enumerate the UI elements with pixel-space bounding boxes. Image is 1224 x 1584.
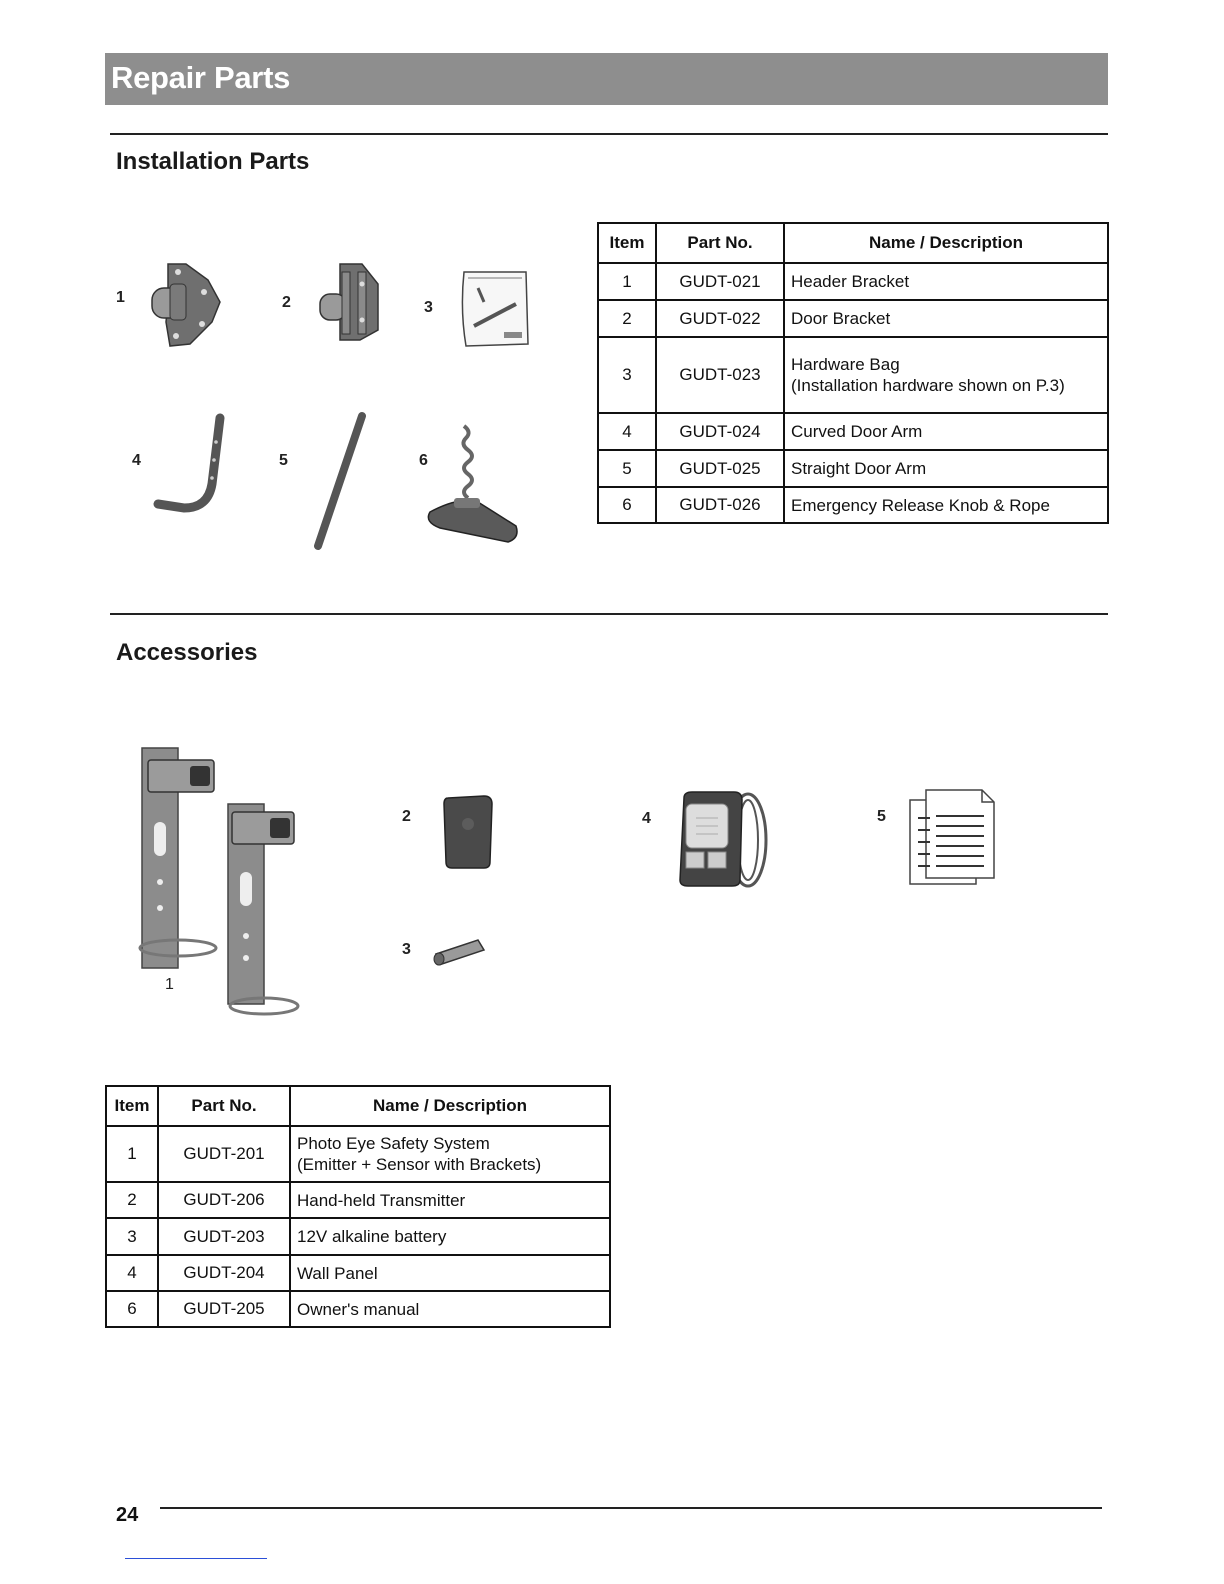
section-divider	[110, 133, 1108, 135]
photo-eye-safety-system-illustration	[128, 742, 306, 1022]
part-number-cell: GUDT-206	[158, 1182, 290, 1218]
item-cell: 1	[106, 1126, 158, 1182]
part-number-cell: GUDT-021	[656, 263, 784, 300]
table-row	[598, 263, 1108, 300]
item-cell: 4	[598, 413, 656, 450]
table-row	[598, 337, 1108, 413]
header-bracket-illustration	[146, 262, 226, 352]
item-cell: 2	[598, 300, 656, 337]
description-line-1: Hardware Bag	[791, 355, 900, 374]
header-description: Name / Description	[784, 223, 1108, 263]
table-row	[598, 487, 1108, 523]
description-cell: Hand-held Transmitter	[290, 1182, 610, 1218]
header-item: Item	[598, 223, 656, 263]
table-row	[106, 1218, 610, 1255]
description-cell: Header Bracket	[784, 263, 1108, 300]
installation-image-label-5: 5	[279, 452, 288, 469]
description-cell: Door Bracket	[784, 300, 1108, 337]
table-row	[106, 1182, 610, 1218]
page-number: 24	[116, 1504, 139, 1526]
part-number-cell: GUDT-024	[656, 413, 784, 450]
accessories-image-label-4: 4	[642, 810, 651, 827]
description-line-2: (Emitter + Sensor with Brackets)	[297, 1155, 542, 1174]
part-number-cell: GUDT-026	[656, 487, 784, 523]
part-number-cell: GUDT-023	[656, 337, 784, 413]
header-part-no: Part No.	[158, 1086, 290, 1126]
section-divider	[110, 613, 1108, 615]
accessories-image-label-1: 1	[165, 976, 174, 993]
description-cell: Wall Panel	[290, 1255, 610, 1291]
part-number-cell: GUDT-205	[158, 1291, 290, 1327]
table-header-row	[106, 1086, 610, 1126]
description-cell: Emergency Release Knob & Rope	[784, 487, 1108, 523]
description-cell	[290, 1126, 610, 1182]
description-cell: Curved Door Arm	[784, 413, 1108, 450]
table-row	[106, 1255, 610, 1291]
item-cell: 6	[598, 487, 656, 523]
installation-image-label-6: 6	[419, 452, 428, 469]
straight-door-arm-illustration	[308, 410, 372, 552]
item-cell: 3	[598, 337, 656, 413]
emergency-release-knob-illustration	[420, 420, 524, 552]
part-number-cell: GUDT-025	[656, 450, 784, 487]
table-row	[598, 413, 1108, 450]
footer-divider	[160, 1507, 1102, 1509]
part-number-cell: GUDT-201	[158, 1126, 290, 1182]
part-number-cell: GUDT-204	[158, 1255, 290, 1291]
description-line-1: Photo Eye Safety System	[297, 1134, 490, 1153]
header-description: Name / Description	[290, 1086, 610, 1126]
header-part-no: Part No.	[656, 223, 784, 263]
item-cell: 2	[106, 1182, 158, 1218]
description-cell: Straight Door Arm	[784, 450, 1108, 487]
table-row	[106, 1291, 610, 1327]
installation-image-label-4: 4	[132, 452, 141, 469]
item-cell: 6	[106, 1291, 158, 1327]
accessories-image-label-2: 2	[402, 808, 411, 825]
accessories-table	[105, 1085, 611, 1328]
table-row	[598, 300, 1108, 337]
accessories-heading: Accessories	[116, 639, 258, 666]
repair-parts-banner	[105, 53, 1108, 105]
page-title: Repair Parts	[111, 60, 291, 95]
door-bracket-illustration	[316, 260, 386, 342]
installation-image-label-3: 3	[424, 299, 433, 316]
description-line-2: (Installation hardware shown on P.3)	[791, 376, 1065, 395]
table-row	[598, 450, 1108, 487]
hardware-bag-illustration	[458, 266, 532, 350]
item-cell: 5	[598, 450, 656, 487]
item-cell: 3	[106, 1218, 158, 1255]
header-item: Item	[106, 1086, 158, 1126]
accessories-image-label-5: 5	[877, 808, 886, 825]
description-cell: 12V alkaline battery	[290, 1218, 610, 1255]
owners-manual-illustration	[906, 788, 998, 888]
installation-parts-table	[597, 222, 1109, 524]
underline-decoration	[125, 1558, 267, 1559]
description-cell	[784, 337, 1108, 413]
wall-panel-illustration	[674, 790, 774, 894]
item-cell: 1	[598, 263, 656, 300]
hand-held-transmitter-illustration	[440, 794, 496, 870]
installation-parts-heading: Installation Parts	[116, 148, 310, 175]
part-number-cell: GUDT-203	[158, 1218, 290, 1255]
accessories-image-label-3: 3	[402, 941, 411, 958]
curved-door-arm-illustration	[150, 412, 230, 522]
table-header-row	[598, 223, 1108, 263]
table-row	[106, 1126, 610, 1182]
installation-image-label-2: 2	[282, 294, 291, 311]
part-number-cell: GUDT-022	[656, 300, 784, 337]
item-cell: 4	[106, 1255, 158, 1291]
description-cell: Owner's manual	[290, 1291, 610, 1327]
installation-image-label-1: 1	[116, 289, 125, 306]
alkaline-battery-illustration	[430, 932, 488, 968]
